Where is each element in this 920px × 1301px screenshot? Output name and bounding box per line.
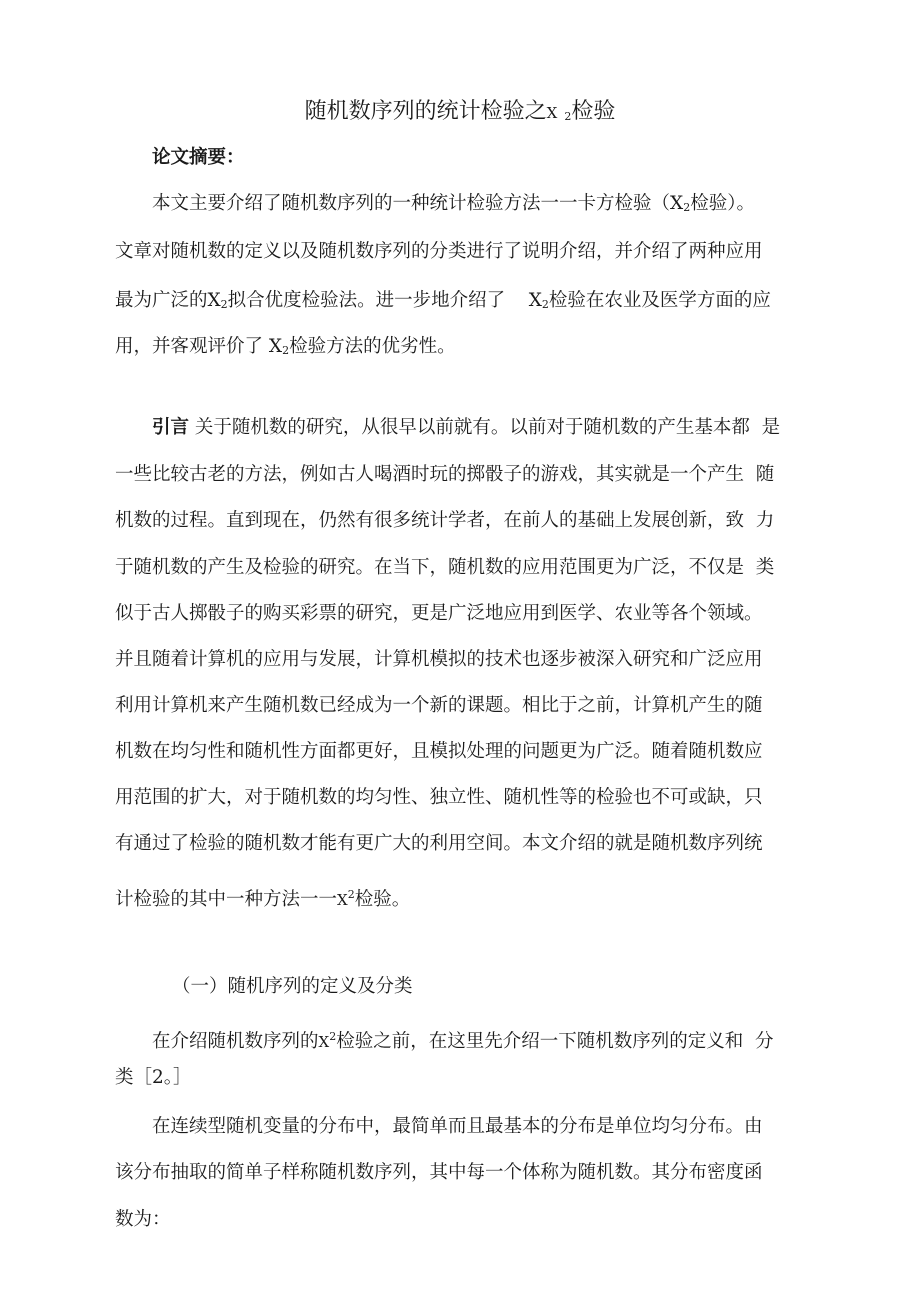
intro-line-1-text: 关于随机数的研究，从很早以前就有。以前对于随机数的产生基本都 是 — [189, 417, 781, 438]
abstract-line-1-sub: 2 — [683, 201, 691, 214]
intro-line-7: 利用计算机来产生随机数已经成为一个新的课题。相比于之前，计算机产生的随 — [115, 695, 763, 716]
intro-line-4: 于随机数的产生及检验的研究。在当下，随机数的应用范围更为广泛，不仅是 类 — [115, 557, 775, 578]
abstract-line-3-a: 最为广泛的X — [115, 290, 221, 311]
title-subscript: 2 — [564, 110, 572, 123]
intro-line-11-b: 检验。 — [354, 889, 411, 910]
intro-line-11 — [115, 883, 410, 912]
section-1-chi-symbol: X — [318, 1033, 330, 1051]
intro-line-8: 机数在均匀性和随机性方面都更好，且模拟处理的问题更为广泛。随着随机数应 — [115, 741, 763, 762]
abstract-line-1 — [152, 192, 755, 220]
intro-label: 引言 — [152, 417, 190, 438]
intro-line-3: 机数的过程。直到现在，仍然有很多统计学者，在前人的基础上发展创新，致 力 — [115, 510, 775, 531]
section-1-para-2-line-3: 数为： — [115, 1209, 171, 1230]
intro-line-10: 有通过了检验的随机数才能有更广大的利用空间。本文介绍的就是随机数序列统 — [115, 833, 763, 854]
abstract-line-3-c: X — [528, 290, 542, 311]
abstract-line-3 — [115, 289, 771, 317]
section-1-heading: （一）随机序列的定义及分类 — [172, 976, 413, 997]
title-text: 随机数序列的统计检验之 — [304, 99, 547, 124]
abstract-line-4-b: 检验方法的优劣性。 — [289, 336, 456, 357]
intro-line-11-a: 计检验的其中一种方法一一 — [115, 889, 338, 910]
intro-line-2: 一些比较古老的方法，例如古人喝酒时玩的掷骰子的游戏，其实就是一个产生 随 — [115, 464, 775, 485]
section-1-superscript: 2 — [329, 1030, 337, 1043]
intro-superscript: 2 — [347, 888, 355, 901]
abstract-line-3-sub2: 2 — [541, 298, 549, 311]
section-1-para-1-line-2: 类［2。］ — [115, 1067, 192, 1088]
section-1-para-1-b: 检验之前，在这里先介绍一下随机数序列的定义和 分 — [336, 1031, 774, 1052]
abstract-heading: 论文摘要： — [152, 147, 245, 168]
section-1-para-2-line-1: 在连续型随机变量的分布中，最简单而且最基本的分布是单位均匀分布。由 — [152, 1116, 763, 1137]
abstract-line-3-sub: 2 — [220, 298, 228, 311]
title-chi-symbol: X — [546, 104, 558, 122]
abstract-line-1-a: 本文主要介绍了随机数序列的一种统计检验方法一一卡方检验（X — [152, 193, 684, 214]
abstract-line-4-a: 用，并客观评价了 X — [115, 336, 283, 357]
intro-line-6: 并且随着计算机的应用与发展，计算机模拟的技术也逐步被深入研究和广泛应用 — [115, 649, 763, 670]
section-1-para-2-line-2: 该分布抽取的简单子样称随机数序列，其中每一个体称为随机数。其分布密度函 — [115, 1162, 763, 1183]
intro-line-1 — [152, 416, 780, 440]
title-suffix: 检验 — [571, 99, 616, 124]
intro-line-5: 似于古人掷骰子的购买彩票的研究，更是广泛地应用到医学、农业等各个领域。 — [115, 603, 763, 624]
abstract-line-3-d: 检验在农业及医学方面的应 — [548, 290, 771, 311]
abstract-line-2: 文章对随机数的定义以及随机数序列的分类进行了说明介绍，并介绍了两种应用 — [115, 241, 763, 262]
section-1-para-1-a: 在介绍随机数序列的 — [152, 1031, 319, 1052]
document-title — [0, 98, 920, 131]
intro-line-9: 用范围的扩大，对于随机数的均匀性、独立性、随机性等的检验也不可或缺，只 — [115, 787, 763, 808]
abstract-line-4 — [115, 335, 456, 363]
abstract-line-3-b: 拟合优度检验法。进一步地介绍了 — [227, 290, 506, 311]
section-1-para-1-line-1 — [152, 1025, 773, 1054]
abstract-line-4-sub: 2 — [282, 344, 290, 357]
intro-chi-symbol: X — [337, 891, 348, 909]
abstract-line-1-b: 检验）。 — [690, 193, 755, 214]
